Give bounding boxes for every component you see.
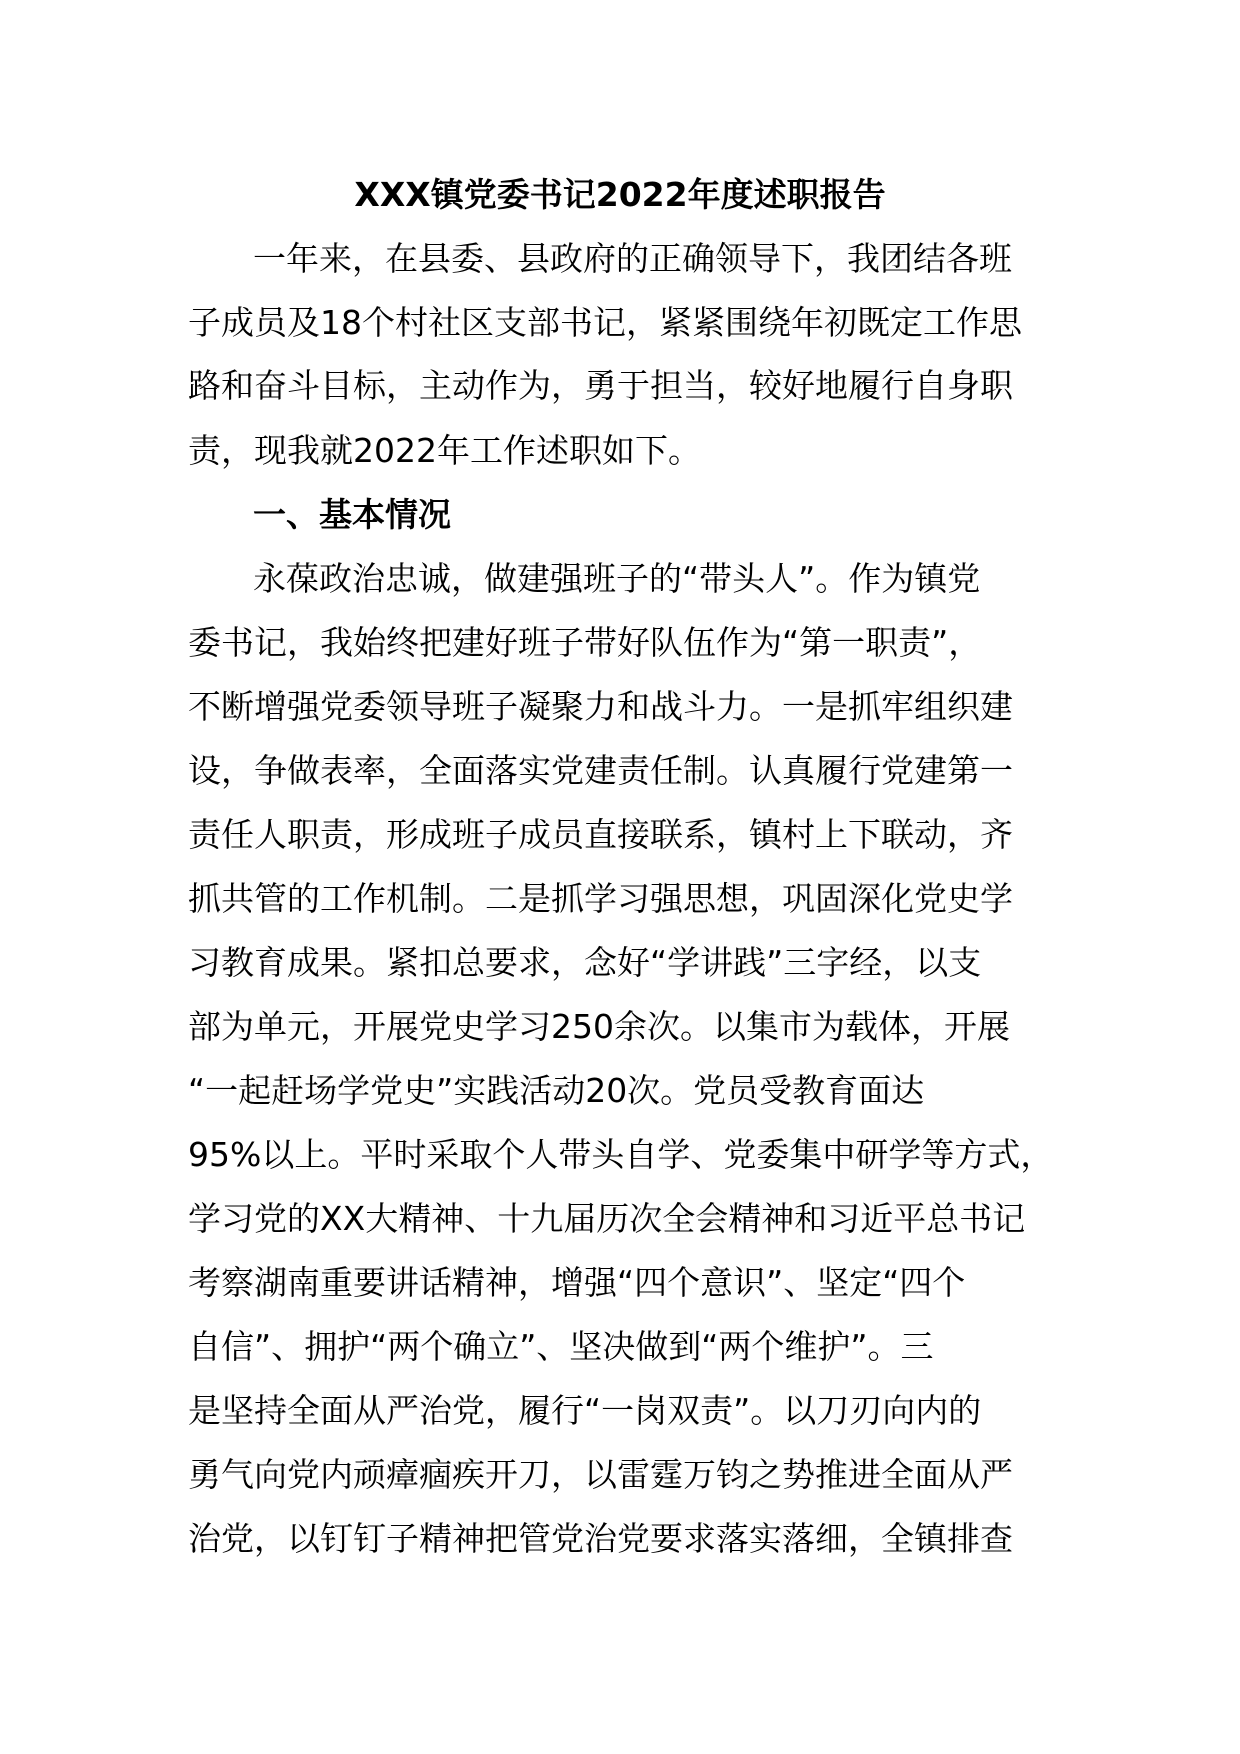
body-line: 是坚持全面从严治党，履行“一岗双责”。以刀刃向内的 <box>188 1391 982 1430</box>
body-line: 部为单元，开展党史学习250余次。以集市为载体，开展 <box>188 1007 1010 1046</box>
body-line: 学习党的XX大精神、十九届历次全会精神和习近平总书记 <box>188 1199 1026 1238</box>
intro-line: 责，现我就2022年工作述职如下。 <box>188 431 701 470</box>
body-line: 考察湖南重要讲话精神，增强“四个意识”、坚定“四个 <box>188 1263 966 1302</box>
intro-line: 子成员及18个村社区支部书记，紧紧围绕年初既定工作思 <box>188 303 1022 342</box>
body-line: 永葆政治忠诚，做建强班子的“带头人”。作为镇党 <box>253 559 981 598</box>
section-heading: 一、基本情况 <box>253 495 451 534</box>
body-line: 习教育成果。紧扣总要求，念好“学讲践”三字经，以支 <box>188 943 982 982</box>
intro-line: 路和奋斗目标，主动作为，勇于担当，较好地履行自身职 <box>188 366 1013 405</box>
intro-line: 一年来，在县委、县政府的正确领导下，我团结各班 <box>253 239 1012 278</box>
body-line: 委书记，我始终把建好班子带好队伍作为“第一职责”， <box>188 623 982 662</box>
body-line: 责任人职责，形成班子成员直接联系，镇村上下联动，齐 <box>188 815 1013 854</box>
body-line: “一起赶场学党史”实践活动20次。党员受教育面达 <box>188 1071 925 1110</box>
body-line: 设，争做表率，全面落实党建责任制。认真履行党建第一 <box>188 751 1013 790</box>
body-line: 治党，以钉钉子精神把管党治党要求落实落细，全镇排查 <box>188 1519 1013 1558</box>
document-title: XXX镇党委书记2022年度述职报告 <box>354 175 886 214</box>
body-line: 勇气向党内顽瘴痼疾开刀，以雷霆万钧之势推进全面从严 <box>188 1455 1013 1494</box>
body-line: 95%以上。平时采取个人带头自学、党委集中研学等方式， <box>188 1135 1054 1174</box>
body-line: 不断增强党委领导班子凝聚力和战斗力。一是抓牢组织建 <box>188 687 1013 726</box>
body-line: 抓共管的工作机制。二是抓学习强思想，巩固深化党史学 <box>188 879 1013 918</box>
body-line: 自信”、拥护“两个确立”、坚决做到“两个维护”。三 <box>188 1327 934 1366</box>
